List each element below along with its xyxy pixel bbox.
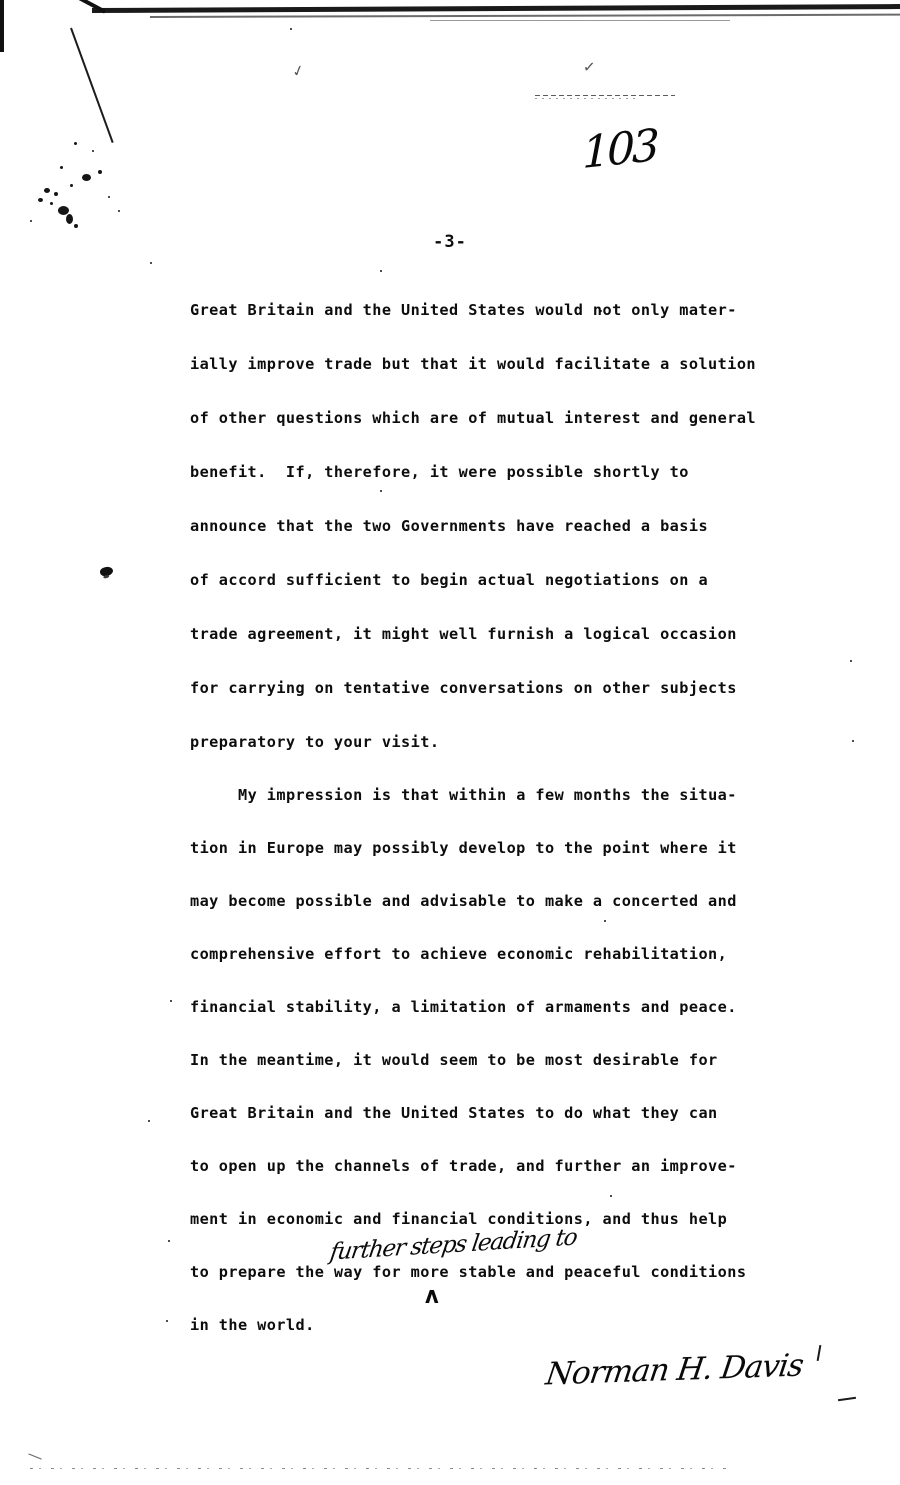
text-line: in the world.	[190, 1316, 315, 1334]
text-line: In the meantime, it would seem to be most desirable for	[190, 1051, 718, 1069]
text-line: ment in economic and financial conditions, and thus help	[190, 1210, 728, 1228]
text-line: of accord sufficient to begin actual negotiations on a	[190, 571, 709, 589]
pencil-check-mark-left: ✓	[289, 60, 307, 82]
paragraph-2	[190, 769, 850, 1352]
dotted-rule-artifact	[535, 95, 675, 96]
text-line: tion in Europe may possibly develop to the point where it	[190, 839, 737, 857]
pencil-check-mark-right: ✓	[582, 57, 597, 77]
text-line: financial stability, a limitation of armaments and peace.	[190, 998, 737, 1016]
scan-edge-artifact-bottom	[30, 1468, 730, 1469]
text-line: trade agreement, it might well furnish a logical occasion	[190, 625, 737, 643]
text-line: announce that the two Governments have reached a basis	[190, 517, 709, 535]
ink-speckle	[170, 1000, 172, 1002]
signature-underline-mark	[838, 1397, 856, 1401]
ink-speckle	[850, 660, 852, 662]
text-line: for carrying on tentative conversations on other subjects	[190, 679, 737, 697]
text-line: to prepare the way for more stable and peaceful conditions	[190, 1263, 747, 1281]
text-line: Great Britain and the United States would not only mater-	[190, 301, 737, 319]
text-line: comprehensive effort to achieve economic rehabilitation,	[190, 945, 728, 963]
text-line: ially improve trade but that it would facilitate a solution	[190, 355, 757, 373]
ink-speckle	[150, 262, 152, 264]
text-line: preparatory to your visit.	[190, 733, 440, 751]
scan-edge-artifact-top-secondary	[150, 14, 900, 18]
text-line: to open up the channels of trade, and further an improve-	[190, 1157, 737, 1175]
text-line: Great Britain and the United States to do what they can	[190, 1104, 718, 1122]
page-fold-crease-line	[70, 28, 114, 143]
insertion-caret-mark: ʌ	[425, 1281, 439, 1309]
ink-speckle	[290, 28, 292, 30]
ink-speckle	[168, 1240, 170, 1242]
text-line: may become possible and advisable to make a concerted and	[190, 892, 737, 910]
text-line-content: My impression is that within a few months the situa-	[238, 786, 737, 804]
page-corner-fold-edge	[0, 0, 4, 52]
ink-speckle	[852, 740, 854, 742]
paragraph-1	[190, 283, 840, 769]
scan-edge-artifact-top-tertiary	[430, 20, 730, 21]
handwritten-insertion: further steps leading to	[328, 1224, 579, 1266]
scan-edge-artifact-bottom-tick	[28, 1453, 41, 1459]
text-line: benefit. If, therefore, it were possible shortly to	[190, 463, 689, 481]
margin-ink-blot	[99, 566, 114, 578]
ink-speckle	[380, 270, 382, 272]
scan-edge-artifact-top	[92, 4, 900, 13]
archive-page-mark: 103	[582, 119, 657, 180]
page-corner-fold	[0, 0, 106, 59]
text-line: of other questions which are of mutual interest and general	[190, 409, 757, 427]
page-number: -3-	[433, 232, 467, 252]
ink-speckle	[166, 1320, 168, 1322]
signature: Norman H. Davis	[543, 1347, 806, 1393]
ink-speckle	[148, 1120, 150, 1122]
dotted-rule-artifact-secondary	[535, 98, 635, 99]
text-line	[190, 769, 850, 822]
